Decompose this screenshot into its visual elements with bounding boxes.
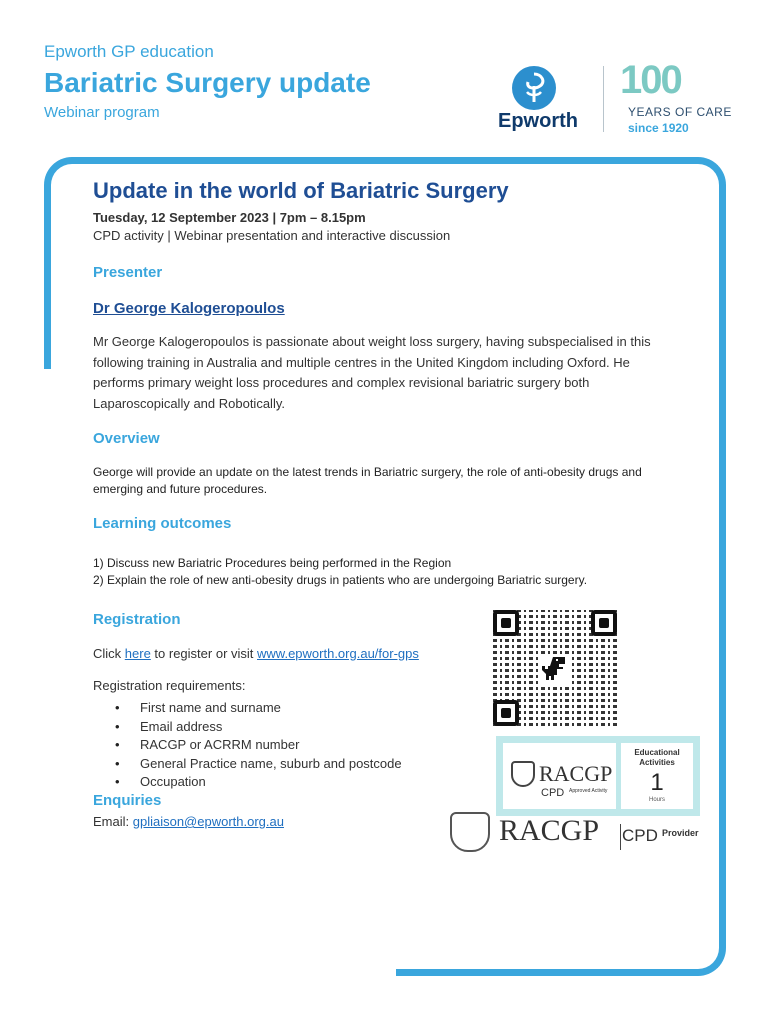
- content-frame-right: [719, 360, 726, 945]
- anniversary-since: since 1920: [628, 121, 689, 135]
- for-gps-url-link[interactable]: www.epworth.org.au/for-gps: [257, 646, 419, 661]
- registration-middle-text: to register or visit: [150, 646, 258, 661]
- qr-finder-icon: [591, 610, 617, 636]
- overview-text: [93, 464, 683, 498]
- cpd-badge-right-panel: [621, 743, 693, 809]
- requirement-item: • First name and surname: [115, 699, 402, 718]
- cpd-hours-unit: Hours: [648, 797, 665, 803]
- provider-divider: [620, 824, 621, 850]
- enquiries-email-link[interactable]: gpliaison@epworth.org.au: [132, 814, 284, 829]
- page-subtitle: Webinar program: [44, 104, 160, 121]
- racgp-provider-label: Provider: [662, 828, 699, 838]
- registration-heading: Registration: [93, 611, 181, 628]
- epworth-mark-icon: [512, 66, 556, 110]
- requirement-item: • Occupation: [115, 773, 402, 792]
- presenter-heading: Presenter: [93, 264, 163, 281]
- registration-qr-code[interactable]: [493, 610, 617, 726]
- event-date-time: Tuesday, 12 September 2023 | 7pm – 8.15pm: [93, 210, 366, 225]
- racgp-badge-approved: Approved Activity: [569, 788, 608, 794]
- register-here-link[interactable]: here: [124, 646, 151, 661]
- email-prefix: Email:: [93, 814, 133, 829]
- requirement-item: • General Practice name, suburb and postcode: [115, 755, 402, 774]
- overview-paragraph: George will provide an update on the latest trends in Bariatric surgery, the role of anti-obesity drugs and emerging and future procedures.: [93, 465, 642, 496]
- content-frame-bottom: [396, 938, 726, 976]
- event-meta: CPD activity | Webinar presentation and interactive discussion: [93, 228, 451, 243]
- registration-click-prefix: Click: [93, 646, 125, 661]
- educational-activities-label: Educational Activities: [634, 748, 680, 767]
- enquiries-email-line: [93, 814, 284, 829]
- cpd-approved-badge: [496, 736, 700, 816]
- racgp-badge-cpd: CPD: [541, 787, 565, 799]
- learning-outcomes-heading: Learning outcomes: [93, 515, 232, 532]
- presenter-bio: Mr George Kalogeropoulos is passionate about weight loss surgery, having subspecialised in this following training in Australia and multiple centres in the United Kingdom including Oxford. He performs primary weight loss procedures and complex revisional bariatric surgery both Laparoscopically and Robotically.: [93, 334, 651, 411]
- racgp-badge-org: RACGP: [539, 761, 613, 786]
- epworth-wordmark: Epworth: [498, 110, 578, 132]
- overview-heading: Overview: [93, 430, 160, 447]
- page-title: Bariatric Surgery update: [44, 67, 371, 98]
- qr-finder-icon: [493, 610, 519, 636]
- cpd-hours-value: 1: [650, 769, 664, 796]
- qr-finder-icon: [493, 700, 519, 726]
- racgp-provider-cpd: CPD: [622, 826, 658, 845]
- anniversary-number: 100: [620, 58, 681, 102]
- learning-outcome-item: 2) Explain the role of new anti-obesity drugs in patients who are undergoing Bariatric surgery.: [93, 573, 588, 587]
- anniversary-text: YEARS OF CARE: [628, 105, 732, 119]
- cpd-badge-left-panel: [503, 743, 616, 809]
- org-line: Epworth GP education: [44, 42, 214, 61]
- logo-divider: [603, 66, 604, 132]
- dinosaur-icon: [539, 654, 571, 684]
- racgp-crest-icon: [450, 812, 490, 852]
- registration-line: [93, 646, 419, 661]
- racgp-provider-org: RACGP: [499, 814, 600, 847]
- learning-outcomes-list: [93, 555, 683, 589]
- requirement-item: • Email address: [115, 718, 402, 737]
- learning-outcome-item: 1) Discuss new Bariatric Procedures being performed in the Region: [93, 556, 452, 570]
- epworth-logo: [494, 64, 594, 136]
- registration-requirements-list: [115, 699, 402, 792]
- enquiries-heading: Enquiries: [93, 792, 162, 809]
- presenter-name: Dr George Kalogeropoulos: [93, 300, 285, 317]
- registration-requirements-label: Registration requirements:: [93, 678, 246, 693]
- racgp-crest-icon: [511, 761, 535, 787]
- event-title: Update in the world of Bariatric Surgery: [93, 178, 509, 203]
- requirement-item: • RACGP or ACRRM number: [115, 736, 402, 755]
